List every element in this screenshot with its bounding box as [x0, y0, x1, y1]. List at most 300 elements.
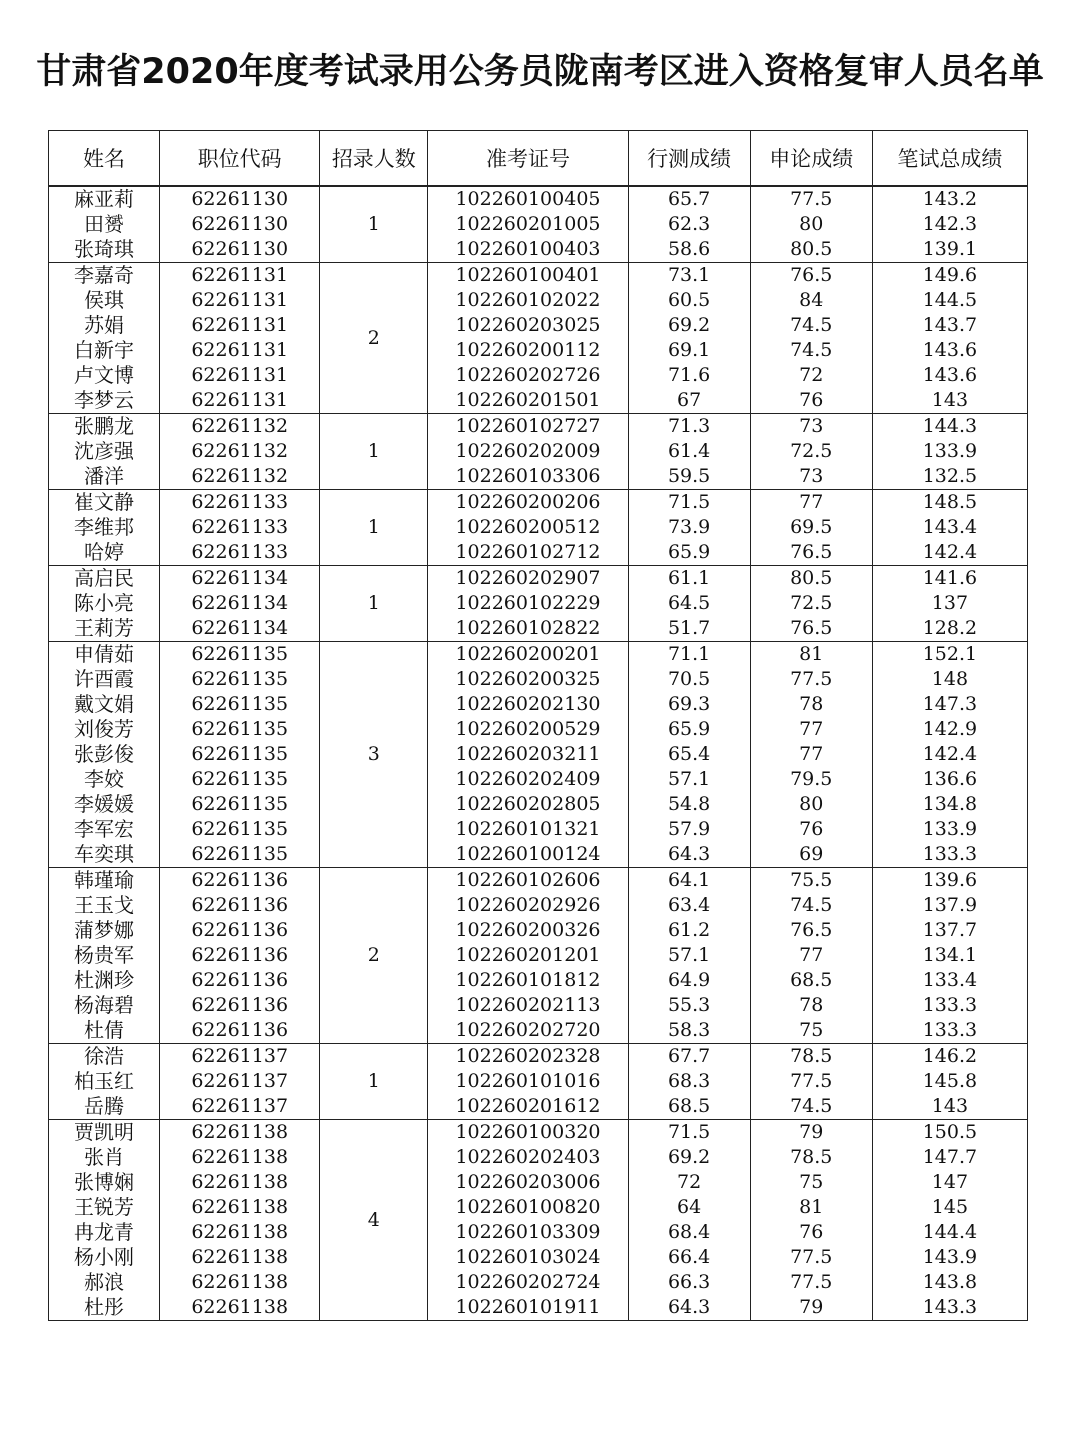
- cell-exam-id: 102260203025: [428, 313, 628, 338]
- cell-exam-id: 102260100320: [428, 1120, 628, 1146]
- cell-exam-id: 102260102229: [428, 591, 628, 616]
- cell-exam-id: 102260102606: [428, 868, 628, 894]
- cell-name: 杜渊珍: [49, 968, 160, 993]
- cell-shenlun-score: 78.5: [750, 1145, 872, 1170]
- cell-name: 张博娴: [49, 1170, 160, 1195]
- cell-name: 李姣: [49, 767, 160, 792]
- cell-exam-id: 102260103306: [428, 464, 628, 490]
- table-row: [49, 1295, 1028, 1321]
- cell-position-code: 62261136: [160, 1018, 320, 1044]
- cell-position-code: 62261138: [160, 1220, 320, 1245]
- cell-xingce-score: 51.7: [628, 616, 750, 642]
- header-name: 姓名: [49, 131, 160, 187]
- cell-xingce-score: 61.4: [628, 439, 750, 464]
- cell-position-code: 62261131: [160, 288, 320, 313]
- cell-shenlun-score: 79.5: [750, 767, 872, 792]
- header-position-code: 职位代码: [160, 131, 320, 187]
- cell-name: 许酉霞: [49, 667, 160, 692]
- table-row: [49, 1170, 1028, 1195]
- cell-shenlun-score: 80: [750, 792, 872, 817]
- cell-name: 李维邦: [49, 515, 160, 540]
- cell-shenlun-score: 76: [750, 1220, 872, 1245]
- cell-total-score: 148: [872, 667, 1027, 692]
- cell-total-score: 147.7: [872, 1145, 1027, 1170]
- table-row: [49, 742, 1028, 767]
- cell-name: 车奕琪: [49, 842, 160, 868]
- table-row: [49, 717, 1028, 742]
- cell-exam-id: 102260100820: [428, 1195, 628, 1220]
- cell-position-code: 62261132: [160, 439, 320, 464]
- cell-position-code: 62261136: [160, 918, 320, 943]
- cell-xingce-score: 64.5: [628, 591, 750, 616]
- cell-position-code: 62261133: [160, 490, 320, 516]
- cell-total-score: 147: [872, 1170, 1027, 1195]
- table-row: [49, 817, 1028, 842]
- cell-shenlun-score: 75.5: [750, 868, 872, 894]
- cell-xingce-score: 65.9: [628, 717, 750, 742]
- cell-name: 李军宏: [49, 817, 160, 842]
- cell-xingce-score: 71.3: [628, 414, 750, 440]
- cell-name: 杨小刚: [49, 1245, 160, 1270]
- cell-shenlun-score: 72.5: [750, 439, 872, 464]
- cell-exam-id: 102260202130: [428, 692, 628, 717]
- cell-total-score: 145.8: [872, 1069, 1027, 1094]
- cell-name: 王莉芳: [49, 616, 160, 642]
- cell-exam-id: 102260200326: [428, 918, 628, 943]
- cell-exam-id: 102260102022: [428, 288, 628, 313]
- cell-xingce-score: 57.1: [628, 767, 750, 792]
- cell-xingce-score: 64.1: [628, 868, 750, 894]
- table-header-row: [49, 131, 1028, 187]
- cell-position-code: 62261130: [160, 212, 320, 237]
- cell-exam-id: 102260203006: [428, 1170, 628, 1195]
- cell-exam-id: 102260100405: [428, 186, 628, 212]
- cell-position-code: 62261133: [160, 540, 320, 566]
- cell-position-code: 62261138: [160, 1145, 320, 1170]
- cell-total-score: 143.3: [872, 1295, 1027, 1321]
- cell-position-code: 62261137: [160, 1069, 320, 1094]
- cell-position-code: 62261138: [160, 1270, 320, 1295]
- table-row: [49, 212, 1028, 237]
- cell-exam-id: 102260202805: [428, 792, 628, 817]
- table-row: [49, 1094, 1028, 1120]
- cell-shenlun-score: 79: [750, 1295, 872, 1321]
- cell-xingce-score: 62.3: [628, 212, 750, 237]
- cell-xingce-score: 68.4: [628, 1220, 750, 1245]
- cell-total-score: 147.3: [872, 692, 1027, 717]
- table-row: [49, 363, 1028, 388]
- cell-xingce-score: 63.4: [628, 893, 750, 918]
- cell-name: 麻亚莉: [49, 186, 160, 212]
- cell-xingce-score: 67: [628, 388, 750, 414]
- cell-position-code: 62261138: [160, 1245, 320, 1270]
- cell-position-code: 62261130: [160, 237, 320, 263]
- cell-total-score: 137: [872, 591, 1027, 616]
- cell-shenlun-score: 68.5: [750, 968, 872, 993]
- cell-name: 徐浩: [49, 1044, 160, 1070]
- cell-total-score: 133.3: [872, 993, 1027, 1018]
- cell-exam-id: 102260100124: [428, 842, 628, 868]
- cell-quota: 2: [320, 868, 428, 1044]
- table-row: [49, 490, 1028, 516]
- cell-xingce-score: 64.9: [628, 968, 750, 993]
- cell-xingce-score: 72: [628, 1170, 750, 1195]
- cell-position-code: 62261135: [160, 742, 320, 767]
- table-row: [49, 616, 1028, 642]
- cell-name: 岳腾: [49, 1094, 160, 1120]
- cell-exam-id: 102260202009: [428, 439, 628, 464]
- cell-total-score: 144.3: [872, 414, 1027, 440]
- cell-total-score: 143.6: [872, 363, 1027, 388]
- cell-exam-id: 102260200206: [428, 490, 628, 516]
- cell-position-code: 62261135: [160, 692, 320, 717]
- cell-xingce-score: 73.9: [628, 515, 750, 540]
- cell-shenlun-score: 76.5: [750, 263, 872, 289]
- cell-xingce-score: 60.5: [628, 288, 750, 313]
- cell-name: 贾凯明: [49, 1120, 160, 1146]
- cell-position-code: 62261137: [160, 1094, 320, 1120]
- cell-shenlun-score: 76: [750, 817, 872, 842]
- cell-shenlun-score: 76.5: [750, 918, 872, 943]
- table-row: [49, 237, 1028, 263]
- cell-total-score: 143.2: [872, 186, 1027, 212]
- cell-shenlun-score: 77: [750, 943, 872, 968]
- cell-shenlun-score: 77.5: [750, 1245, 872, 1270]
- table-row: [49, 893, 1028, 918]
- cell-position-code: 62261138: [160, 1170, 320, 1195]
- table-row: [49, 186, 1028, 212]
- cell-xingce-score: 71.6: [628, 363, 750, 388]
- cell-shenlun-score: 77: [750, 717, 872, 742]
- table-row: [49, 868, 1028, 894]
- cell-name: 李媛媛: [49, 792, 160, 817]
- cell-exam-id: 102260203211: [428, 742, 628, 767]
- table-row: [49, 263, 1028, 289]
- table-row: [49, 667, 1028, 692]
- cell-xingce-score: 68.3: [628, 1069, 750, 1094]
- cell-position-code: 62261134: [160, 591, 320, 616]
- cell-exam-id: 102260100401: [428, 263, 628, 289]
- table-row: [49, 642, 1028, 668]
- cell-shenlun-score: 77: [750, 490, 872, 516]
- cell-name: 李嘉奇: [49, 263, 160, 289]
- cell-shenlun-score: 80.5: [750, 237, 872, 263]
- table-row: [49, 591, 1028, 616]
- cell-name: 柏玉红: [49, 1069, 160, 1094]
- cell-xingce-score: 65.9: [628, 540, 750, 566]
- table-row: [49, 1069, 1028, 1094]
- cell-xingce-score: 67.7: [628, 1044, 750, 1070]
- cell-xingce-score: 58.6: [628, 237, 750, 263]
- cell-name: 冉龙青: [49, 1220, 160, 1245]
- table-row: [49, 1120, 1028, 1146]
- cell-xingce-score: 65.4: [628, 742, 750, 767]
- cell-name: 申倩茹: [49, 642, 160, 668]
- cell-position-code: 62261135: [160, 792, 320, 817]
- cell-shenlun-score: 69.5: [750, 515, 872, 540]
- cell-shenlun-score: 78.5: [750, 1044, 872, 1070]
- cell-exam-id: 102260100403: [428, 237, 628, 263]
- cell-total-score: 142.4: [872, 540, 1027, 566]
- cell-total-score: 142.9: [872, 717, 1027, 742]
- cell-xingce-score: 64.3: [628, 1295, 750, 1321]
- cell-quota: 1: [320, 186, 428, 263]
- header-exam-id: 准考证号: [428, 131, 628, 187]
- cell-total-score: 137.9: [872, 893, 1027, 918]
- cell-position-code: 62261134: [160, 566, 320, 592]
- cell-exam-id: 102260202403: [428, 1145, 628, 1170]
- table-row: [49, 414, 1028, 440]
- cell-quota: 4: [320, 1120, 428, 1321]
- cell-total-score: 150.5: [872, 1120, 1027, 1146]
- cell-position-code: 62261137: [160, 1044, 320, 1070]
- cell-position-code: 62261138: [160, 1120, 320, 1146]
- cell-xingce-score: 71.1: [628, 642, 750, 668]
- cell-total-score: 143.4: [872, 515, 1027, 540]
- cell-name: 韩瑾瑜: [49, 868, 160, 894]
- results-table: [48, 130, 1028, 1321]
- cell-total-score: 143.6: [872, 338, 1027, 363]
- results-table-container: [48, 130, 1028, 1406]
- cell-xingce-score: 69.3: [628, 692, 750, 717]
- cell-total-score: 132.5: [872, 464, 1027, 490]
- cell-xingce-score: 73.1: [628, 263, 750, 289]
- table-row: [49, 288, 1028, 313]
- cell-name: 张鹏龙: [49, 414, 160, 440]
- cell-total-score: 133.3: [872, 1018, 1027, 1044]
- cell-xingce-score: 65.7: [628, 186, 750, 212]
- cell-shenlun-score: 76.5: [750, 616, 872, 642]
- cell-position-code: 62261135: [160, 767, 320, 792]
- cell-exam-id: 102260202726: [428, 363, 628, 388]
- table-row: [49, 439, 1028, 464]
- cell-shenlun-score: 69: [750, 842, 872, 868]
- cell-shenlun-score: 74.5: [750, 1094, 872, 1120]
- cell-name: 张肖: [49, 1145, 160, 1170]
- cell-exam-id: 102260102727: [428, 414, 628, 440]
- cell-shenlun-score: 74.5: [750, 338, 872, 363]
- cell-name: 杨贵军: [49, 943, 160, 968]
- cell-shenlun-score: 72.5: [750, 591, 872, 616]
- cell-shenlun-score: 77.5: [750, 667, 872, 692]
- cell-total-score: 149.6: [872, 263, 1027, 289]
- cell-name: 白新宇: [49, 338, 160, 363]
- cell-exam-id: 102260200112: [428, 338, 628, 363]
- cell-position-code: 62261138: [160, 1295, 320, 1321]
- cell-total-score: 142.4: [872, 742, 1027, 767]
- cell-total-score: 137.7: [872, 918, 1027, 943]
- cell-total-score: 143: [872, 1094, 1027, 1120]
- cell-position-code: 62261135: [160, 667, 320, 692]
- cell-position-code: 62261132: [160, 464, 320, 490]
- cell-exam-id: 102260201501: [428, 388, 628, 414]
- cell-total-score: 133.4: [872, 968, 1027, 993]
- cell-quota: 1: [320, 414, 428, 490]
- header-shenlun-score: 申论成绩: [750, 131, 872, 187]
- cell-xingce-score: 64: [628, 1195, 750, 1220]
- cell-name: 田赟: [49, 212, 160, 237]
- cell-total-score: 145: [872, 1195, 1027, 1220]
- cell-xingce-score: 61.1: [628, 566, 750, 592]
- page-title: 甘肃省2020年度考试录用公务员陇南考区进入资格复审人员名单: [36, 52, 1044, 92]
- cell-shenlun-score: 79: [750, 1120, 872, 1146]
- cell-shenlun-score: 73: [750, 464, 872, 490]
- cell-xingce-score: 61.2: [628, 918, 750, 943]
- cell-shenlun-score: 74.5: [750, 893, 872, 918]
- cell-position-code: 62261133: [160, 515, 320, 540]
- cell-position-code: 62261136: [160, 893, 320, 918]
- cell-shenlun-score: 80.5: [750, 566, 872, 592]
- cell-name: 潘洋: [49, 464, 160, 490]
- cell-shenlun-score: 81: [750, 1195, 872, 1220]
- cell-exam-id: 102260201201: [428, 943, 628, 968]
- cell-shenlun-score: 75: [750, 1018, 872, 1044]
- cell-position-code: 62261135: [160, 717, 320, 742]
- cell-total-score: 143.8: [872, 1270, 1027, 1295]
- cell-position-code: 62261138: [160, 1195, 320, 1220]
- cell-exam-id: 102260201612: [428, 1094, 628, 1120]
- table-row: [49, 993, 1028, 1018]
- table-row: [49, 1145, 1028, 1170]
- cell-name: 杜倩: [49, 1018, 160, 1044]
- cell-exam-id: 102260202409: [428, 767, 628, 792]
- cell-exam-id: 102260101016: [428, 1069, 628, 1094]
- cell-position-code: 62261135: [160, 817, 320, 842]
- cell-quota: 1: [320, 490, 428, 566]
- table-row: [49, 464, 1028, 490]
- table-row: [49, 1245, 1028, 1270]
- cell-quota: 2: [320, 263, 428, 414]
- cell-total-score: 139.6: [872, 868, 1027, 894]
- cell-name: 李梦云: [49, 388, 160, 414]
- cell-xingce-score: 71.5: [628, 490, 750, 516]
- cell-shenlun-score: 77.5: [750, 1069, 872, 1094]
- header-xingce-score: 行测成绩: [628, 131, 750, 187]
- table-row: [49, 566, 1028, 592]
- cell-total-score: 143: [872, 388, 1027, 414]
- cell-position-code: 62261136: [160, 968, 320, 993]
- table-row: [49, 313, 1028, 338]
- table-row: [49, 338, 1028, 363]
- cell-shenlun-score: 77.5: [750, 186, 872, 212]
- cell-name: 杨海碧: [49, 993, 160, 1018]
- cell-exam-id: 102260200201: [428, 642, 628, 668]
- table-row: [49, 388, 1028, 414]
- cell-total-score: 148.5: [872, 490, 1027, 516]
- cell-exam-id: 102260103309: [428, 1220, 628, 1245]
- cell-name: 侯琪: [49, 288, 160, 313]
- table-row: [49, 1270, 1028, 1295]
- cell-shenlun-score: 84: [750, 288, 872, 313]
- table-row: [49, 540, 1028, 566]
- cell-shenlun-score: 80: [750, 212, 872, 237]
- cell-exam-id: 102260102712: [428, 540, 628, 566]
- cell-exam-id: 102260202720: [428, 1018, 628, 1044]
- table-row: [49, 1220, 1028, 1245]
- cell-shenlun-score: 76.5: [750, 540, 872, 566]
- cell-total-score: 152.1: [872, 642, 1027, 668]
- cell-position-code: 62261131: [160, 263, 320, 289]
- cell-shenlun-score: 75: [750, 1170, 872, 1195]
- cell-exam-id: 102260103024: [428, 1245, 628, 1270]
- cell-name: 刘俊芳: [49, 717, 160, 742]
- cell-shenlun-score: 77: [750, 742, 872, 767]
- cell-total-score: 141.6: [872, 566, 1027, 592]
- table-row: [49, 515, 1028, 540]
- cell-total-score: 128.2: [872, 616, 1027, 642]
- cell-xingce-score: 57.9: [628, 817, 750, 842]
- cell-exam-id: 102260200325: [428, 667, 628, 692]
- cell-position-code: 62261136: [160, 868, 320, 894]
- table-row: [49, 968, 1028, 993]
- cell-xingce-score: 57.1: [628, 943, 750, 968]
- table-row: [49, 943, 1028, 968]
- table-row: [49, 918, 1028, 943]
- cell-position-code: 62261136: [160, 993, 320, 1018]
- cell-exam-id: 102260202724: [428, 1270, 628, 1295]
- table-row: [49, 1018, 1028, 1044]
- cell-shenlun-score: 76: [750, 388, 872, 414]
- cell-xingce-score: 70.5: [628, 667, 750, 692]
- cell-name: 沈彦强: [49, 439, 160, 464]
- cell-total-score: 143.9: [872, 1245, 1027, 1270]
- header-quota: 招录人数: [320, 131, 428, 187]
- cell-total-score: 144.4: [872, 1220, 1027, 1245]
- cell-xingce-score: 64.3: [628, 842, 750, 868]
- cell-quota: 1: [320, 566, 428, 642]
- cell-total-score: 146.2: [872, 1044, 1027, 1070]
- table-row: [49, 692, 1028, 717]
- cell-xingce-score: 54.8: [628, 792, 750, 817]
- cell-name: 陈小亮: [49, 591, 160, 616]
- cell-exam-id: 102260102822: [428, 616, 628, 642]
- cell-shenlun-score: 77.5: [750, 1270, 872, 1295]
- cell-total-score: 134.1: [872, 943, 1027, 968]
- cell-name: 张彭俊: [49, 742, 160, 767]
- cell-name: 张琦琪: [49, 237, 160, 263]
- cell-shenlun-score: 78: [750, 993, 872, 1018]
- cell-name: 哈婷: [49, 540, 160, 566]
- cell-total-score: 142.3: [872, 212, 1027, 237]
- cell-position-code: 62261131: [160, 338, 320, 363]
- cell-shenlun-score: 73: [750, 414, 872, 440]
- cell-position-code: 62261131: [160, 363, 320, 388]
- cell-xingce-score: 59.5: [628, 464, 750, 490]
- cell-name: 戴文娟: [49, 692, 160, 717]
- cell-xingce-score: 71.5: [628, 1120, 750, 1146]
- cell-exam-id: 102260200529: [428, 717, 628, 742]
- cell-position-code: 62261131: [160, 388, 320, 414]
- cell-shenlun-score: 78: [750, 692, 872, 717]
- cell-name: 崔文静: [49, 490, 160, 516]
- cell-xingce-score: 69.2: [628, 313, 750, 338]
- table-body: [49, 186, 1028, 1321]
- cell-xingce-score: 55.3: [628, 993, 750, 1018]
- cell-quota: 3: [320, 642, 428, 868]
- table-row: [49, 1044, 1028, 1070]
- cell-total-score: 139.1: [872, 237, 1027, 263]
- cell-position-code: 62261135: [160, 642, 320, 668]
- cell-name: 王锐芳: [49, 1195, 160, 1220]
- cell-exam-id: 102260202907: [428, 566, 628, 592]
- cell-quota: 1: [320, 1044, 428, 1120]
- cell-total-score: 133.9: [872, 817, 1027, 842]
- cell-position-code: 62261136: [160, 943, 320, 968]
- cell-xingce-score: 68.5: [628, 1094, 750, 1120]
- cell-shenlun-score: 81: [750, 642, 872, 668]
- cell-position-code: 62261131: [160, 313, 320, 338]
- cell-xingce-score: 69.2: [628, 1145, 750, 1170]
